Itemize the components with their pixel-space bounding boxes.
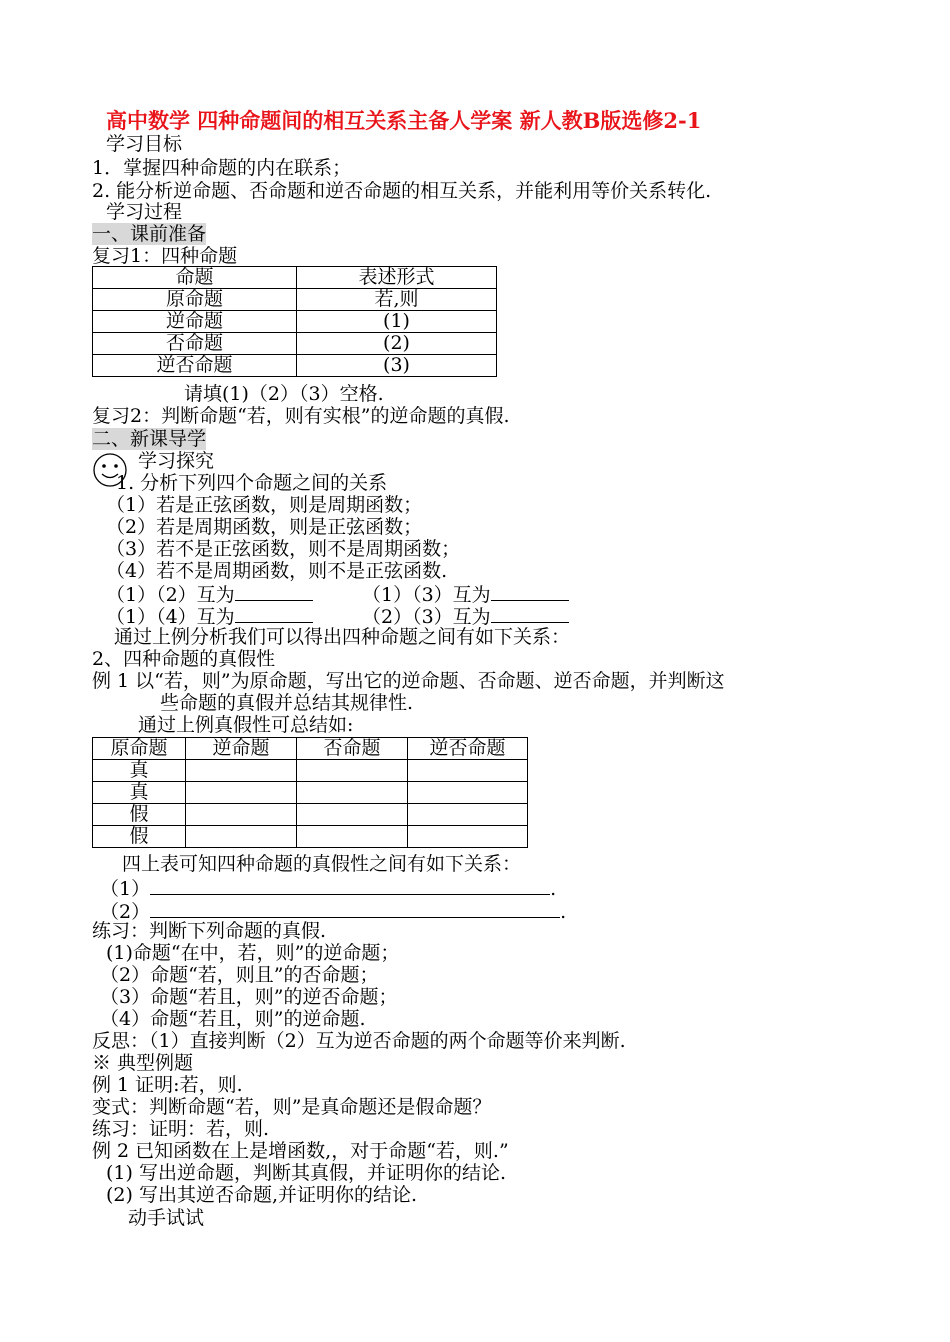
relation-1-2: [106, 582, 313, 606]
table-cell[interactable]: [297, 782, 408, 804]
answer-blank[interactable]: [150, 899, 560, 918]
answer-blank[interactable]: [491, 582, 569, 601]
answer-blank[interactable]: [235, 582, 313, 601]
answer-label: （2）: [100, 901, 151, 923]
practice-item-3: （3）命题“若且，则”的逆否命题；: [100, 986, 398, 1008]
table-header-cell: 表述形式: [297, 267, 497, 289]
reflection: 反思：（1）直接判断（2）互为逆否命题的两个命题等价来判断.: [92, 1030, 626, 1052]
relation-label: （1）（4）互为: [106, 606, 235, 628]
practice-heading: 练习：判断下列命题的真假.: [92, 920, 327, 942]
table-row: [93, 311, 497, 333]
table-cell: 若,则: [297, 289, 497, 311]
answer-blank[interactable]: [150, 876, 550, 895]
goal-item-2: 2. 能分析逆命题、否命题和逆否命题的相互关系，并能利用等价关系转化.: [92, 180, 712, 202]
table-header-cell: 原命题: [93, 738, 186, 760]
table-cell: 否命题: [93, 333, 297, 355]
relation-label: （1）（2）互为: [106, 584, 235, 606]
table-cell[interactable]: [186, 826, 297, 848]
answer-label: （1）: [100, 878, 151, 900]
relation-1-3: [362, 582, 569, 606]
section-heading-prep: 一、课前准备: [92, 223, 207, 245]
conclusion-2: 通过上例真假性可总结如:: [138, 714, 354, 736]
table-cell: 原命题: [93, 289, 297, 311]
answer-blank[interactable]: [235, 604, 313, 623]
fill-note: 请填(1)（2）（3）空格.: [184, 383, 384, 405]
table-cell: 假: [93, 826, 186, 848]
table-header-cell: 否命题: [297, 738, 408, 760]
table-cell: 逆否命题: [93, 355, 297, 377]
table-row: [93, 782, 528, 804]
table-header-cell: 逆命题: [186, 738, 297, 760]
answer-blank[interactable]: [491, 604, 569, 623]
try-it-heading: 动手试试: [128, 1207, 205, 1229]
table-row: [93, 333, 497, 355]
example-1-line-2: 些命题的真假并总结其规律性.: [160, 692, 414, 714]
conclusion-3: 四上表可知四种命题的真假性之间有如下关系：: [122, 853, 522, 875]
section-heading-new: 二、新课导学: [92, 428, 207, 450]
table-row: [93, 289, 497, 311]
table-cell[interactable]: [408, 760, 528, 782]
review-2: 复习2：判断命题“若，则有实根”的逆命题的真假.: [92, 405, 510, 427]
question-1: 1. 分析下列四个命题之间的关系: [116, 472, 388, 494]
table-cell: 真: [93, 782, 186, 804]
proposition-3: （3）若不是正弦函数，则不是周期函数；: [106, 538, 461, 560]
relation-2-3: [362, 604, 569, 628]
proposition-forms-table: [92, 266, 497, 377]
table-header-cell: 逆否命题: [408, 738, 528, 760]
answer-period: .: [560, 901, 567, 923]
proposition-2: （2）若是周期函数，则是正弦函数；: [106, 516, 423, 538]
relation-label: （2）（3）互为: [362, 606, 491, 628]
review-1: 复习1：四种命题: [92, 245, 238, 267]
example-2-part-1: (1) 写出逆命题，判断其真假，并证明你的结论.: [106, 1162, 506, 1184]
table-row: [93, 760, 528, 782]
practice-item-1: (1)命题“在中，若，则”的逆命题；: [106, 942, 400, 964]
table-row: [93, 826, 528, 848]
example-1-line-1: 例 1 以“若，则”为原命题，写出它的逆命题、否命题、逆否命题，并判断这: [92, 670, 725, 692]
relation-label: （1）（3）互为: [362, 584, 491, 606]
table-cell[interactable]: [186, 782, 297, 804]
table-cell: (1): [297, 311, 497, 333]
truth-table: [92, 737, 528, 848]
example-1-proof: 例 1 证明:若，则.: [92, 1074, 243, 1096]
table-header-row: [93, 267, 497, 289]
question-2: 2、四种命题的真假性: [92, 648, 276, 670]
table-cell[interactable]: [297, 804, 408, 826]
answer-period: .: [550, 878, 557, 900]
process-heading: 学习过程: [106, 201, 183, 223]
conclusion-1: 通过上例分析我们可以得出四种命题之间有如下关系：: [114, 626, 571, 648]
table-row: [93, 804, 528, 826]
table-row: [93, 355, 497, 377]
table-cell[interactable]: [297, 826, 408, 848]
table-header-cell: 命题: [93, 267, 297, 289]
table-header-row: [93, 738, 528, 760]
table-cell[interactable]: [408, 782, 528, 804]
table-cell: 真: [93, 760, 186, 782]
table-cell[interactable]: [408, 826, 528, 848]
table-cell: (3): [297, 355, 497, 377]
table-cell: (2): [297, 333, 497, 355]
practice-item-2: （2）命题“若，则且”的否命题；: [100, 964, 379, 986]
table-cell[interactable]: [186, 804, 297, 826]
proposition-1: （1）若是正弦函数，则是周期函数；: [106, 494, 423, 516]
practice-proof: 练习：证明：若，则.: [92, 1118, 270, 1140]
proposition-4: （4）若不是周期函数，则不是正弦函数.: [106, 560, 448, 582]
table-cell[interactable]: [297, 760, 408, 782]
goals-heading: 学习目标: [106, 133, 183, 155]
relation-1-4: [106, 604, 313, 628]
page-title: 高中数学 四种命题间的相互关系主备人学案 新人教B版选修2-1: [106, 108, 702, 133]
table-cell: 假: [93, 804, 186, 826]
table-cell[interactable]: [408, 804, 528, 826]
table-cell: 逆命题: [93, 311, 297, 333]
goal-item-1: 1．掌握四种命题的内在联系；: [92, 157, 352, 179]
typical-examples-heading: ※ 典型例题: [92, 1052, 194, 1074]
practice-item-4: （4）命题“若且，则”的逆命题.: [100, 1008, 366, 1030]
table-cell[interactable]: [186, 760, 297, 782]
variant: 变式：判断命题“若，则”是真命题还是假命题？: [92, 1096, 492, 1118]
answer-line-1: [100, 876, 556, 900]
example-2-part-2: (2) 写出其逆否命题,并证明你的结论.: [106, 1184, 418, 1206]
example-2: 例 2 已知函数在上是增函数,，对于命题“若，则.”: [92, 1140, 509, 1162]
explore-heading: 学习探究: [138, 450, 215, 472]
